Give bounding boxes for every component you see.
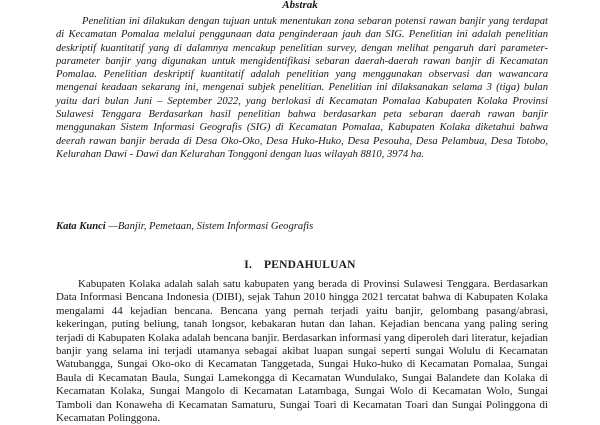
keywords-label: Kata Kunci [56,221,106,232]
section-number: I. [244,259,253,271]
keywords-line [56,220,548,233]
abstract-heading: Abstrak [282,0,318,11]
intro-paragraph: Kabupaten Kolaka adalah salah satu kabupaten yang berada di Provinsi Sulawesi Tenggara. Berdasarkan Data Informasi Bencana Indonesia (DIBI), sejak Tahun 2010 hingga 2021 tercatat bahwa di Kabupaten Kolaka mengalami 44 kejadian bencana. Bencana yang pernah terjadi yaitu banjir, gelombang pasang/abrasi, kekeringan, puting beliung, tanah longsor, kebakaran hutan dan lahan. Kejadian bencana yang paling sering terjadi di Kabupaten Kolaka adalah bencana banjir. Berdasarkan informasi yang diperoleh dari literatur, kejadian banjir yang selama ini terjadi utamanya sebagai akibat luapan sungai seperti sungai Wolulu di Kecamatan Watubangga, Sungai Oko-oko di Kecamatan Tanggetada, Sungai Huko-huko di Kecamatan Pomalaa, Sungai Baula di Kecamatan Baula, Sungai Lamekongga di Kecamatan Wundulako, Sungai Balandete dan Kolaka di Kecamatan Kolaka, Sungai Mangolo di Kecamatan Latambaga, Sungai Wolo di Kecamatan Wolo, Sungai Tamboli dan Konaweha di Kecamatan Samaturu, Sungai Toari di Kecamatan Toari dan Sungai Polinggona di Kecamatan Polinggona. [56,278,548,425]
keywords-text: —Banjir, Pemetaan, Sistem Informasi Geografis [105,221,314,232]
abstract-paragraph: Penelitian ini dilakukan dengan tujuan untuk menentukan zona sebaran potensi rawan banjir yang terdapat di Kecamatan Pomalaa melalui penggunaan data penginderaan jauh dan SIG. Penelitian ini adalah penelitian deskriptif kuantitatif yang di dalamnya mencakup penelitian survey, dengan melihat pengaruh dari parameter-parameter banjir yang digunakan untuk mengidentifikasi sebaran daerah-daerah rawan banjir di Kecamatan Pomalaa. Penelitian deskriptif kuantitatif adalah penelitian yang menggunakan observasi dan wawancara mengenai keadaan sekarang ini, mengenai subjek penelitian. Penelitian ini dilaksanakan selama 3 (tiga) bulan yaitu dari bulan Juni – September 2022, yang berlokasi di Kecamatan Pomalaa Kabupaten Kolaka Provinsi Sulawesi Tenggara Berdasarkan hasil penelitian bahwa berdasarkan peta sebaran daerah rawan banjir menggunakan Sistem Informasi Geografis (SIG) di Kecamatan Pomalaa, Kabupaten Kolaka diketahui bahwa deerah rawan banjir berada di Desa Oko-Oko, Desa Huko-Huko, Desa Pesouha, Desa Pelambua, Desa Totobo, Kelurahan Dawi - Dawi dan Kelurahan Tonggoni dengan luas wilayah 8810, 3974 ha. [56,16,548,160]
section-title: PENDAHULUAN [264,259,356,271]
section-heading [0,258,600,272]
